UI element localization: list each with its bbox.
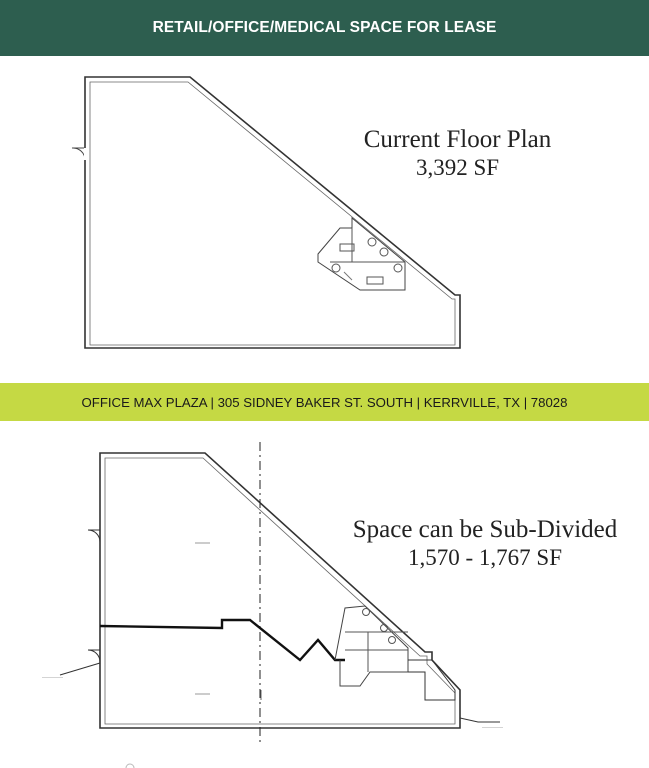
subdivided-plan-title: Space can be Sub-Divided xyxy=(352,516,618,543)
current-floor-plan-area: 3,392 SF xyxy=(415,154,500,180)
subdivided-plan-caption xyxy=(330,516,640,571)
page-header xyxy=(0,0,649,56)
current-floor-plan-caption xyxy=(330,126,585,181)
subdivided-floor-plan-drawing xyxy=(0,421,649,768)
current-floor-plan-title: Current Floor Plan xyxy=(363,126,552,153)
address-text: OFFICE MAX PLAZA | 305 SIDNEY BAKER ST. SOUTH | KERRVILLE, TX | 78028 xyxy=(81,394,568,410)
current-floor-plan-drawing xyxy=(0,56,649,383)
svg-text:——————: —————— xyxy=(482,725,503,729)
svg-text:——————: —————— xyxy=(42,675,63,679)
header-title: RETAIL/OFFICE/MEDICAL SPACE FOR LEASE xyxy=(152,19,497,36)
subdivided-plan-area: 1,570 - 1,767 SF xyxy=(408,544,562,570)
address-band xyxy=(0,383,649,421)
